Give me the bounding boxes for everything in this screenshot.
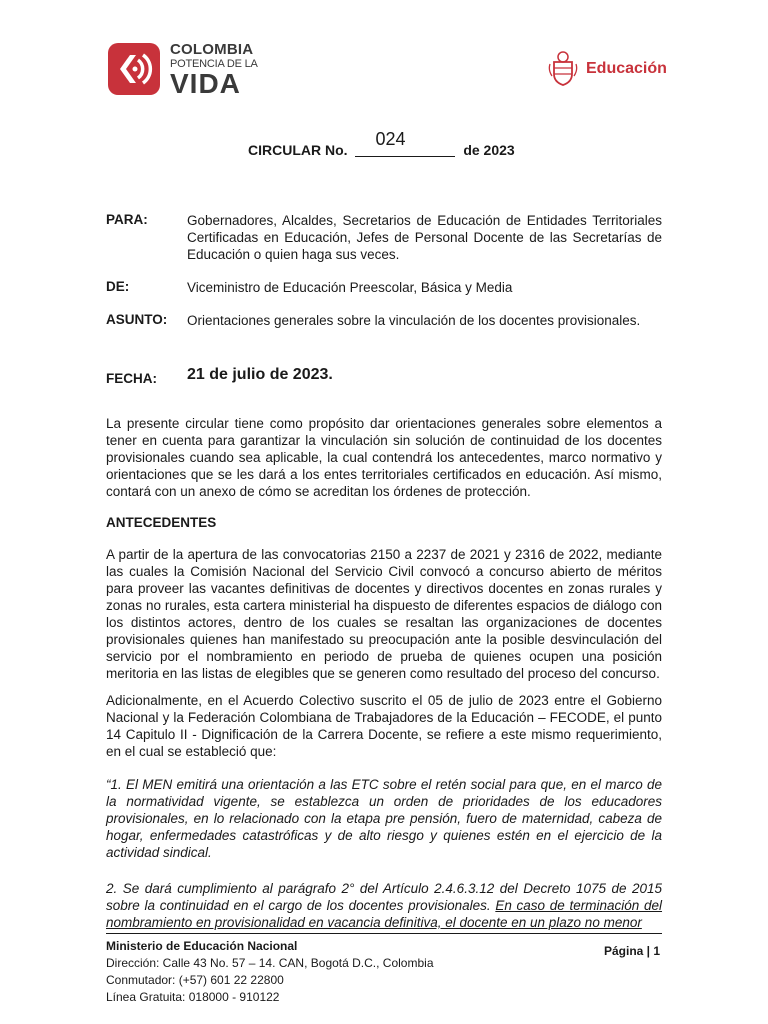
intro-paragraph: La presente circular tiene como propósito dar orientaciones generales sobre elementos a tener en cuenta para garantizar la vinculación sin solución de continuidad de los docentes provisionales cuando sea aplicable, la cual contendrá los antecedentes, marco normativo y orientaciones que se les dará a los entes territoriales certificados en educación. Así mismo, contará con un anexo de cómo se acreditan los órdenes de protección. bbox=[106, 416, 662, 499]
circular-prefix: CIRCULAR No. bbox=[248, 142, 348, 158]
footer-hotline: Línea Gratuita: 018000 - 910122 bbox=[106, 990, 280, 1004]
footer-phone: Conmutador: (+57) 601 22 22800 bbox=[106, 973, 284, 987]
circular-number: 024 bbox=[375, 129, 406, 149]
antecedentes-heading: ANTECEDENTES bbox=[106, 515, 217, 530]
para-value: Gobernadores, Alcaldes, Secretarios de Educación de Entidades Territoriales Certificadas en Educación, Jefes de Personal Docente de las Secretarías de Educación o quien haga sus veces. bbox=[187, 213, 662, 262]
footer bbox=[106, 938, 434, 1006]
quote-item-2 bbox=[106, 880, 662, 931]
logo-wordmark bbox=[170, 42, 258, 98]
footer-address: Dirección: Calle 43 No. 57 – 14. CAN, Bogotá D.C., Colombia bbox=[106, 956, 434, 970]
coat-of-arms-icon bbox=[548, 50, 578, 86]
footer-divider bbox=[106, 933, 662, 934]
asunto-label: ASUNTO: bbox=[106, 312, 168, 327]
footer-org: Ministerio de Educación Nacional bbox=[106, 939, 298, 953]
fecha-label: FECHA: bbox=[106, 371, 157, 386]
logo-line-potencia: POTENCIA DE LA bbox=[170, 58, 258, 70]
colombia-potencia-logo bbox=[108, 42, 258, 98]
de-value: Viceministro de Educación Preescolar, Básica y Media bbox=[187, 280, 513, 295]
asunto-value: Orientaciones generales sobre la vinculación de los docentes provisionales. bbox=[187, 313, 641, 328]
circular-title bbox=[248, 129, 515, 158]
colombia-logo-icon bbox=[108, 43, 160, 95]
page-number: Página | 1 bbox=[604, 944, 661, 958]
logo-line-vida: VIDA bbox=[170, 68, 241, 99]
logo-line-colombia: COLOMBIA bbox=[170, 41, 254, 58]
educacion-label: Educación bbox=[586, 60, 667, 77]
antecedentes-paragraph-2: Adicionalmente, en el Acuerdo Colectivo suscrito el 05 de julio de 2023 entre el Gobierno Nacional y la Federación Colombiana de Trabajadores de la Educación – FECODE, el punto 14 Capitulo II - Dignificación de la Carrera Docente, se refiere a este mismo requerimiento, en el cual se estableció que: bbox=[106, 693, 662, 759]
de-label: DE: bbox=[106, 279, 130, 294]
fecha-value: 21 de julio de 2023. bbox=[187, 366, 333, 383]
quote-item-1: “1. El MEN emitirá una orientación a las ETC sobre el retén social para que, en el marco de la normatividad vigente, se establezca un orden de prioridades de los educadores provisionales, en lo relacionado con la etapa pre pensión, fuero de maternidad, cabeza de hogar, enfermedades catastróficas y de alto riesgo y quienes estén en el ejercicio de la actividad sindical. bbox=[106, 777, 662, 860]
circular-number-line bbox=[355, 129, 455, 157]
para-label: PARA: bbox=[106, 212, 148, 227]
quote-item-2-part1: 2. Se dará cumplimiento al parágrafo 2° del Artículo 2.4.6.3.12 del Decreto 1075 de 2015 sobre la continuidad en el cargo de los docentes provisionales. bbox=[106, 881, 662, 913]
circular-year: de 2023 bbox=[463, 142, 515, 158]
antecedentes-paragraph-1: A partir de la apertura de las convocatorias 2150 a 2237 de 2021 y 2316 de 2022, mediante las cuales la Comisión Nacional del Servicio Civil convocó a concurso abierto de méritos para proveer las vacantes definitivas de docentes y directivos docentes en zonas rurales y zonas no rurales, esta cartera ministerial ha dispuesto de diferentes espacios de diálogo con los distintos actores, dentro de los cuales se resaltan las organizaciones de docentes provisionales quienes han manifestado su preocupación ante la posible desvinculación del servicio por el nombramiento en periodo de prueba de quienes ocupen una posición meritoria en las listas de elegibles que se generen como resultado del proceso del concurso. bbox=[106, 547, 662, 681]
quote-item-2-underlined: En caso de terminación del nombramiento en provisionalidad en vacancia definitiva, el docente en un plazo no menor bbox=[106, 898, 663, 930]
